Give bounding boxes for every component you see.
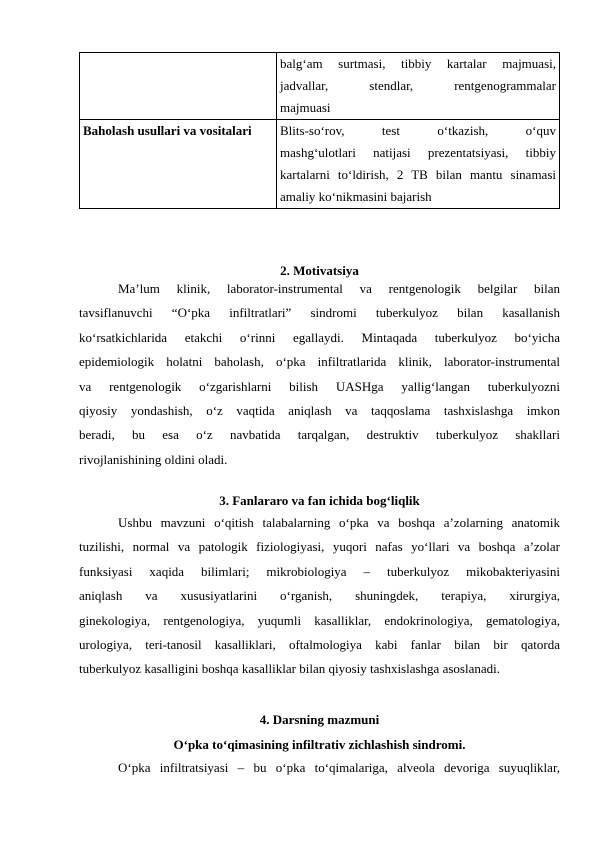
section-heading-lesson-content: 4. Darsning mazmuni <box>259 712 380 727</box>
table-cell-line: jadvallar, stendlar, rentgenogrammalar <box>280 78 556 93</box>
table-cell-line: Blits-so‘rov, test o‘tkazish, o‘quv <box>280 123 556 138</box>
table-row <box>80 53 560 120</box>
section-heading-motivation: 2. Motivatsiya <box>280 263 359 278</box>
table-cell-line: mashg‘ulotlari natijasi prezentatsiyasi, tibbiy <box>280 145 556 160</box>
table-cell-line: amaliy ko‘nikmasini bajarish <box>280 189 432 204</box>
section-subheading: O‘pka to‘qimasining infiltrativ zichlashish sindromi. <box>173 737 466 752</box>
paragraph-line: rivojlanishining oldini oladi. <box>79 451 228 467</box>
paragraph-line: urologiya, teri-tanosil kasalliklari, oftalmologiya kabi fanlar bilan bir qatorda <box>79 637 560 653</box>
paragraph-line: tuberkulyoz kasalligini boshqa kasalliklar bilan qiyosiy tashxislashga asoslanadi. <box>79 661 500 677</box>
lesson-content-paragraph <box>79 756 560 780</box>
table-cell-line: balg‘am surtmasi, tibbiy kartalar majmuasi, <box>280 56 556 71</box>
paragraph-line: aniqlash va xususiyatlarini o‘rganish, shuningdek, terapiya, xirurgiya, <box>79 588 560 604</box>
table-cell-content <box>277 53 560 120</box>
table-cell-line: kartalarni to‘ldirish, 2 TB bilan mantu sinamasi <box>280 167 556 182</box>
table-cell-content <box>277 120 560 209</box>
paragraph-line: beradi, bu esa o‘z navbatida tarqalgan, destruktiv tuberkulyoz shakllari <box>79 427 560 443</box>
paragraph-line: qiyosiy yondashish, o‘z vaqtida aniqlash va taqqoslama tashxislashga imkon <box>79 403 560 419</box>
paragraph-line: va rentgenologik o‘zgarishlarni bilish UASHga yallig‘langan tuberkulyozni <box>79 378 560 394</box>
table-row <box>80 120 560 209</box>
paragraph-line: ko‘rsatkichlarida etakchi o‘rinni egallaydi. Mintaqada tuberkulyoz bo‘yicha <box>79 329 560 345</box>
table-cell-label <box>80 53 277 120</box>
interdisciplinary-paragraph <box>79 511 560 682</box>
table-cell-line: majmuasi <box>280 100 331 115</box>
paragraph-line: Ushbu mavzuni o‘qitish talabalarning o‘pka va boshqa a’zolarning anatomik <box>118 515 560 530</box>
section-heading-interdisciplinary: 3. Fanlararo va fan ichida bog‘liqlik <box>219 493 420 508</box>
paragraph-line: tavsiflanuvchi “O‘pka infiltratlari” sindromi tuberkulyoz bilan kasallanish <box>79 305 560 321</box>
paragraph-line: funksiyasi xaqida bilimlari; mikrobiologiya – tuberkulyoz mikobakteriyasini <box>79 563 560 579</box>
paragraph-line: ginekologiya, rentgenologiya, yuqumli kasalliklar, endokrinologiya, gematologiya, <box>79 612 560 628</box>
info-table <box>79 52 560 209</box>
motivation-paragraph <box>79 277 560 472</box>
table-cell-label: Baholash usullari va vositalari <box>80 120 277 209</box>
paragraph-line: O‘pka infiltratsiyasi – bu o‘pka to‘qimalariga, alveola devoriga suyuqliklar, <box>118 760 560 775</box>
paragraph-line: Ma’lum klinik, laborator-instrumental va rentgenologik belgilar bilan <box>118 281 560 296</box>
paragraph-line: epidemiologik holatni baholash, o‘pka infiltratlarida klinik, laborator-instrumental <box>79 354 560 370</box>
paragraph-line: tuzilishi, normal va patologik fiziologiyasi, yuqori nafas yo‘llari va boshqa a’zolar <box>79 539 560 555</box>
